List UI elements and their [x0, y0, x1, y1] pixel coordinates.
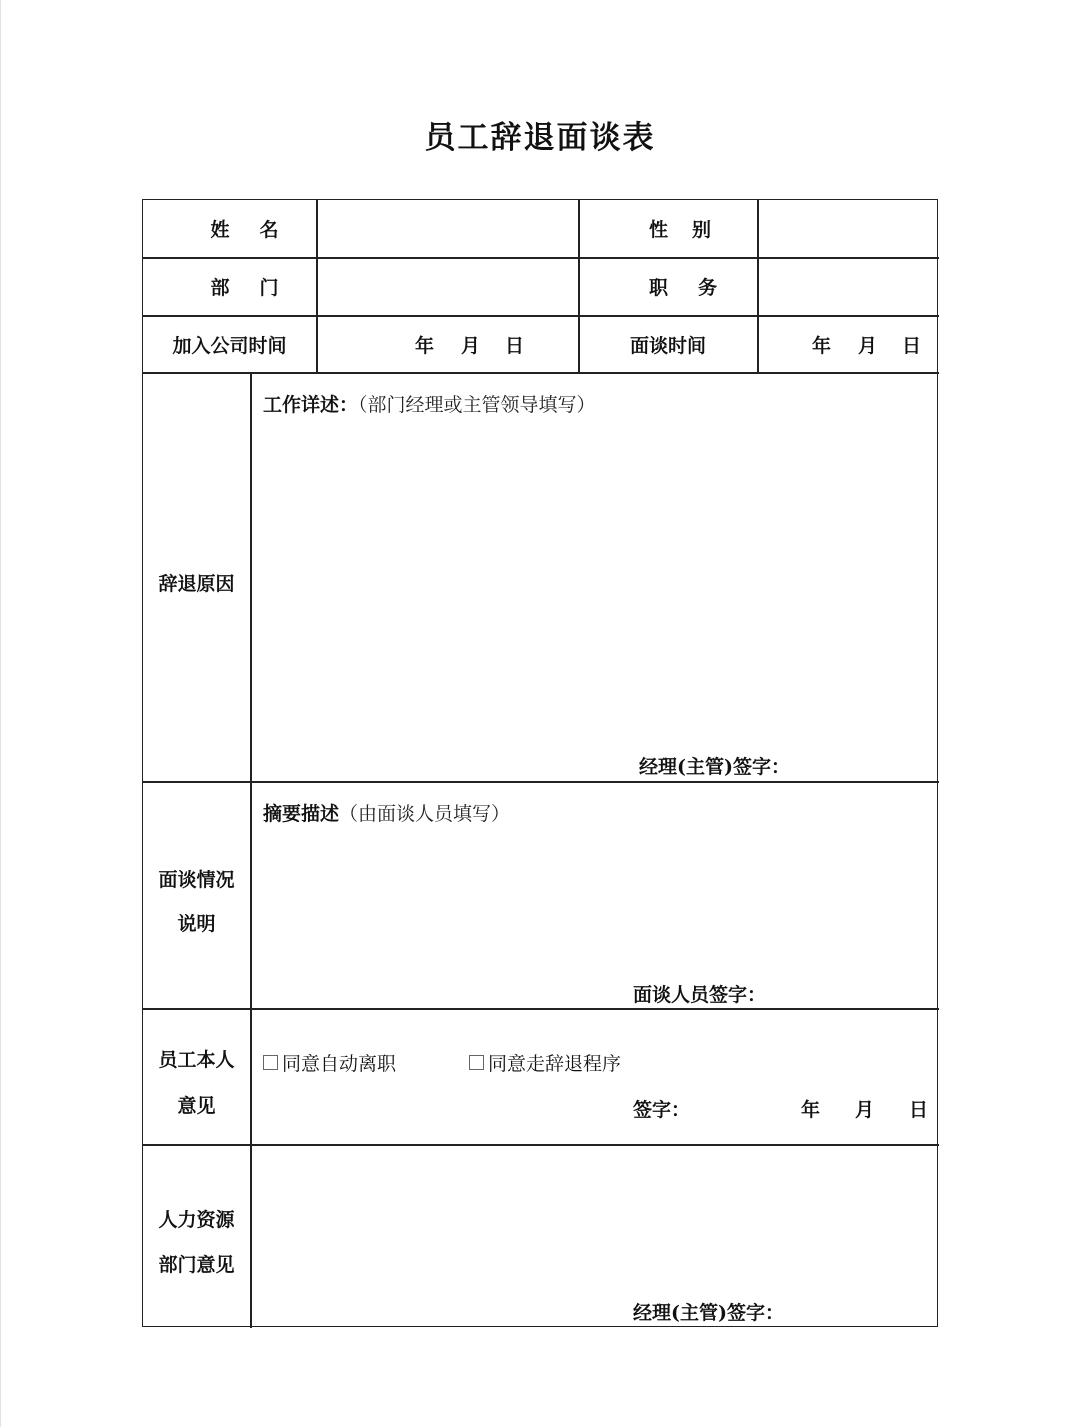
interviewer-signature-label: 面谈人员签字：	[633, 984, 767, 1006]
interview-summary-label-1: 面谈情况	[158, 869, 235, 891]
checkbox-icon[interactable]	[469, 1055, 484, 1070]
name-label: 姓名	[210, 219, 309, 241]
join-date-label: 加入公司时间	[172, 335, 287, 357]
work-detail-title: 工作详述：	[263, 394, 359, 416]
position-value-cell[interactable]	[758, 258, 938, 315]
department-label: 部门	[210, 277, 309, 299]
join-date-value-cell[interactable]	[317, 316, 578, 373]
summary-heading	[263, 799, 510, 826]
department-value-cell[interactable]	[317, 258, 578, 315]
hr-manager-signature-label: 经理(主管)签字：	[633, 1302, 784, 1324]
interview-summary-label-2: 说明	[177, 913, 216, 935]
row-divider	[143, 1008, 939, 1010]
day-label: 日	[909, 1099, 929, 1121]
gender-value-cell[interactable]	[758, 200, 938, 257]
row-divider	[143, 781, 939, 783]
position-label: 职务	[648, 277, 747, 299]
work-detail-note: （部门经理或主管领导填写）	[358, 394, 596, 416]
month-label: 月	[855, 1099, 875, 1121]
checkbox-icon[interactable]	[263, 1055, 278, 1070]
gender-label: 性别	[648, 219, 735, 241]
hr-opinion-label-1: 人力资源	[158, 1209, 235, 1231]
year-label: 年	[812, 335, 832, 357]
year-label: 年	[415, 335, 435, 357]
interview-time-label: 面谈时间	[629, 335, 706, 357]
work-detail-heading	[263, 390, 596, 417]
work-detail-area[interactable]	[253, 420, 933, 740]
interview-time-value-cell[interactable]	[758, 316, 938, 373]
column-divider	[250, 372, 252, 1328]
form-title: 员工辞退面谈表	[424, 120, 656, 156]
hr-opinion-area[interactable]	[253, 1150, 933, 1290]
page-edge	[0, 0, 1, 1427]
day-label: 日	[505, 335, 525, 357]
option-voluntary-resignation[interactable]	[263, 1049, 396, 1076]
dismissal-interview-form	[142, 199, 938, 1327]
month-label: 月	[461, 335, 481, 357]
summary-title: 摘要描述	[263, 803, 340, 825]
summary-note: （由面谈人员填写）	[339, 803, 511, 825]
hr-opinion-label-2: 部门意见	[158, 1254, 235, 1276]
row-divider	[143, 1144, 939, 1146]
summary-area[interactable]	[253, 830, 933, 970]
name-value-cell[interactable]	[317, 200, 578, 257]
manager-signature-label: 经理(主管)签字：	[639, 756, 790, 778]
option-dismissal-procedure-label: 同意走辞退程序	[488, 1053, 622, 1075]
option-dismissal-procedure[interactable]	[469, 1049, 621, 1076]
employee-opinion-label-1: 员工本人	[158, 1049, 235, 1071]
month-label: 月	[858, 335, 878, 357]
option-voluntary-resignation-label: 同意自动离职	[282, 1053, 397, 1075]
day-label: 日	[902, 335, 922, 357]
year-label: 年	[801, 1099, 821, 1121]
employee-opinion-label-2: 意见	[177, 1095, 216, 1117]
dismissal-reason-label: 辞退原因	[158, 573, 235, 595]
employee-signature-label: 签字：	[633, 1099, 691, 1121]
